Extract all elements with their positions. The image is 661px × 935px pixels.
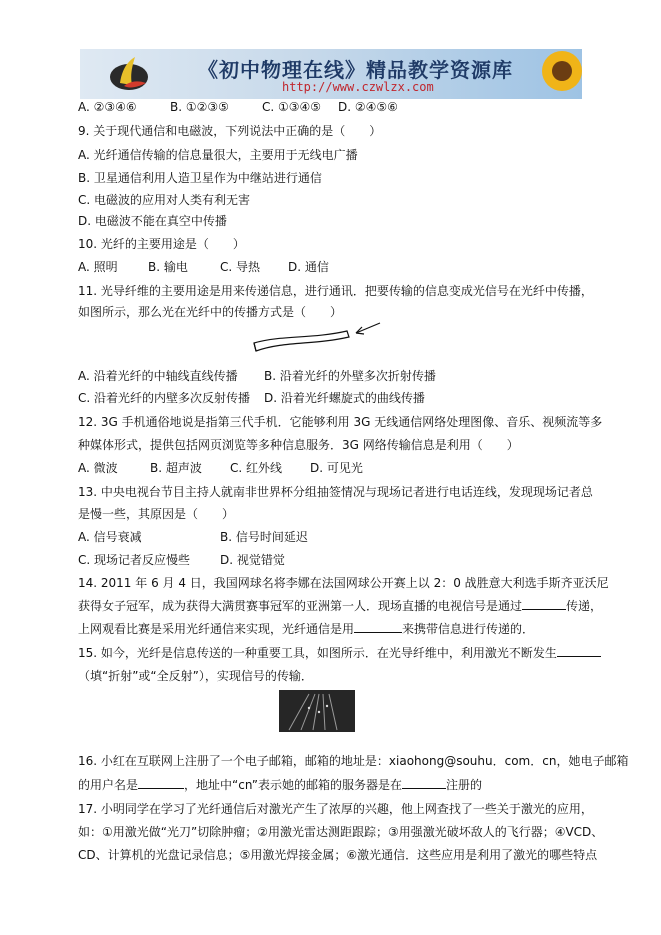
banner-url: http://www.czwlzx.com bbox=[282, 80, 434, 94]
question-9-option-a: A. 光纤通信传输的信息量很大，主要用于无线电广播 bbox=[78, 148, 358, 162]
question-13-options-row-1 bbox=[78, 529, 308, 545]
optical-fiber-figure bbox=[252, 321, 382, 359]
optical-fiber-photo bbox=[279, 690, 355, 732]
question-9-option-d: D. 电磁波不能在真空中传播 bbox=[78, 214, 227, 228]
question-12-line-1: 12. 3G 手机通俗地说是指第三代手机．它能够利用 3G 无线通信网络处理图像、音乐、视频流等多 bbox=[78, 415, 603, 429]
option-d: D. ②④⑤⑥ bbox=[338, 100, 398, 114]
question-14-text: 上网观看比赛是采用光纤通信来实现，光纤通信是用 bbox=[78, 622, 355, 636]
option-c: C. 现场记者反应慢些 bbox=[78, 553, 191, 567]
answer-blank[interactable] bbox=[402, 777, 446, 789]
question-9: 9. 关于现代通信和电磁波，下列说法中正确的是（ ） bbox=[78, 124, 382, 138]
question-14-text: 来携带信息进行传递的． bbox=[402, 622, 535, 636]
option-b: B. 沿着光纤的外壁多次折射传播 bbox=[264, 369, 436, 383]
logo-icon bbox=[108, 53, 150, 95]
question-15-line-1 bbox=[78, 645, 601, 661]
question-16-line-2 bbox=[78, 777, 482, 793]
option-d: D. 沿着光纤螺旋式的曲线传播 bbox=[264, 391, 425, 405]
question-17-line-1: 17. 小明同学在学习了光纤通信后对激光产生了浓厚的兴趣，他上网查找了一些关于激光的应用， bbox=[78, 802, 593, 816]
question-14-text: 传递， bbox=[566, 599, 603, 613]
question-16-line-1: 16. 小红在互联网上注册了一个电子邮箱，邮箱的地址是：xiaohong@souhu．com．cn，她电子邮箱 bbox=[78, 754, 629, 768]
answer-blank[interactable] bbox=[138, 777, 184, 789]
question-12-line-2: 种媒体形式，提供包括网页浏览等多种信息服务．3G 网络传输信息是利用（ ） bbox=[78, 438, 519, 452]
question-9-option-b: B. 卫星通信利用人造卫星作为中继站进行通信 bbox=[78, 171, 322, 185]
option-d: D. 可见光 bbox=[310, 461, 363, 475]
question-13-options-row-2 bbox=[78, 552, 285, 568]
question-10-options bbox=[78, 259, 329, 275]
option-a: A. 照明 bbox=[78, 260, 118, 274]
question-17-line-3: CD、计算机的光盘记录信息；⑤用激光焊接金属；⑥激光通信．这些应用是利用了激光的哪些特点 bbox=[78, 848, 598, 862]
option-c: C. 红外线 bbox=[230, 461, 283, 475]
question-15-text: 15. 如今，光纤是信息传送的一种重要工具，如图所示．在光导纤维中，利用激光不断发生 bbox=[78, 646, 557, 660]
option-c: C. 导热 bbox=[220, 260, 261, 274]
question-14-line-3 bbox=[78, 621, 534, 637]
question-10: 10. 光纤的主要用途是（ ） bbox=[78, 237, 245, 251]
option-b: B. 超声波 bbox=[150, 461, 202, 475]
question-15-line-2: （填“折射”或“全反射”），实现信号的传输． bbox=[78, 669, 313, 683]
question-14-line-1: 14. 2011 年 6 月 4 日，我国网球名将李娜在法国网球公开赛上以 2：0 战胜意大利选手斯齐亚沃尼 bbox=[78, 576, 609, 590]
question-9-option-c: C. 电磁波的应用对人类有利无害 bbox=[78, 193, 251, 207]
sunflower-icon bbox=[532, 49, 582, 99]
answer-blank[interactable] bbox=[557, 645, 601, 657]
option-a: A. ②③④⑥ bbox=[78, 100, 137, 114]
answer-blank[interactable] bbox=[354, 621, 402, 633]
option-a: A. 沿着光纤的中轴线直线传播 bbox=[78, 369, 238, 383]
question-14-line-2 bbox=[78, 598, 602, 614]
option-c: C. ①③④⑤ bbox=[262, 100, 322, 114]
question-13-line-2: 是慢一些，其原因是（ ） bbox=[78, 507, 235, 521]
header-banner bbox=[80, 49, 582, 99]
option-a: A. 信号衰减 bbox=[78, 530, 142, 544]
question-16-text: ，地址中“cn”表示她的邮箱的服务器是在 bbox=[184, 778, 402, 792]
question-11-line-1: 11. 光导纤维的主要用途是用来传递信息，进行通讯．把要传输的信息变成光信号在光纤中传播， bbox=[78, 284, 593, 298]
prev-question-options bbox=[78, 99, 398, 115]
question-17-line-2: 如：①用激光做“光刀”切除肿瘤；②用激光雷达测距跟踪；③用强激光破坏敌人的飞行器；④VCD、 bbox=[78, 825, 604, 839]
option-d: D. 视觉错觉 bbox=[220, 553, 285, 567]
question-11-options-row-1 bbox=[78, 368, 436, 384]
option-b: B. ①②③⑤ bbox=[170, 100, 229, 114]
question-13-line-1: 13. 中央电视台节目主持人就南非世界杯分组抽签情况与现场记者进行电话连线，发现现场记者总 bbox=[78, 485, 593, 499]
option-b: B. 输电 bbox=[148, 260, 188, 274]
question-14-text: 获得女子冠军，成为获得大满贯赛事冠军的亚洲第一人．现场直播的电视信号是通过 bbox=[78, 599, 523, 613]
option-b: B. 信号时间延迟 bbox=[220, 530, 308, 544]
option-c: C. 沿着光纤的内壁多次反射传播 bbox=[78, 391, 251, 405]
question-16-text: 的用户名是 bbox=[78, 778, 139, 792]
question-11-line-2: 如图所示，那么光在光纤中的传播方式是（ ） bbox=[78, 305, 343, 319]
answer-blank[interactable] bbox=[522, 598, 566, 610]
option-a: A. 微波 bbox=[78, 461, 118, 475]
question-12-options bbox=[78, 460, 363, 476]
question-16-text: 注册的 bbox=[446, 778, 483, 792]
question-11-options-row-2 bbox=[78, 390, 425, 406]
option-d: D. 通信 bbox=[288, 260, 329, 274]
banner-title: 《初中物理在线》精品教学资源库 bbox=[198, 58, 513, 82]
